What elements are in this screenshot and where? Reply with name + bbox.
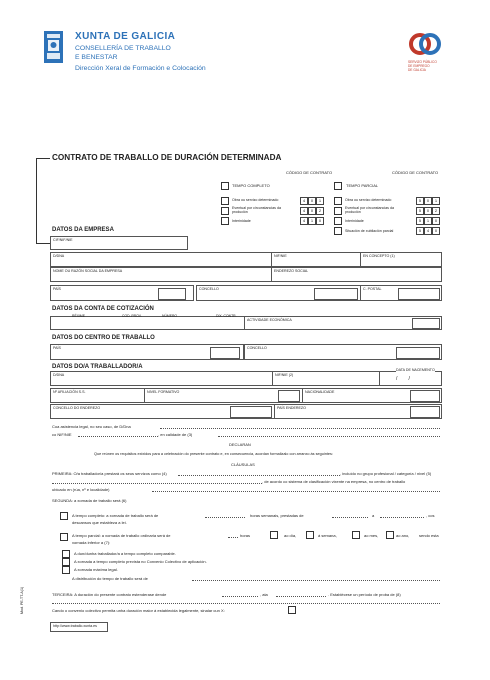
calidade-line[interactable] xyxy=(218,436,440,437)
afiliacion-field[interactable] xyxy=(50,388,145,403)
dept-line1: CONSELLERÍA DE TRABALLO xyxy=(75,45,171,52)
org-name: XUNTA DE GALICIA xyxy=(75,31,176,42)
per-year-checkbox[interactable] xyxy=(386,531,394,539)
asistencia-line[interactable] xyxy=(160,428,440,429)
section-centro: DATOS DO CENTRO DE TRABALLO xyxy=(52,335,155,341)
opt1-hours-line[interactable] xyxy=(205,517,245,518)
trab-dona-field[interactable] xyxy=(50,371,273,386)
distribucion-text: A distribución do tempo de traballo será de xyxy=(72,576,148,581)
nacionalidade-code[interactable] xyxy=(410,390,440,402)
primeira-b-text: , incluído no grupo profesional / categoría / nivel (5) xyxy=(340,471,432,476)
section-empresa: DATOS DA EMPRESA xyxy=(52,227,114,233)
primeira-c-text: , de acordo co sistema de clasificación vixente na empresa, no centro de traballo xyxy=(262,479,406,484)
opt1-e-text: descansos que estableza a lei. xyxy=(72,520,127,525)
sub3-checkbox[interactable] xyxy=(62,566,70,574)
per-week-checkbox[interactable] xyxy=(306,531,314,539)
primeira-c-line[interactable] xyxy=(52,483,262,484)
nivel-code[interactable] xyxy=(278,390,300,402)
code-402-checkbox[interactable] xyxy=(221,207,229,215)
opt2-text: A tempo parcial: a xornada de traballo ordinaria será de xyxy=(72,533,171,538)
code-501-d1: 5 xyxy=(416,197,424,205)
periodo-text: . Establécese un período de proba de (8) xyxy=(328,592,401,597)
clausulas-heading: CLÁUSULAS xyxy=(231,462,255,467)
code-402-d3: 2 xyxy=(316,207,324,215)
periodo-line[interactable] xyxy=(52,603,440,604)
code-header-right: CÓDIGO DE CONTRATO xyxy=(392,170,439,175)
code-401-label: Obra ou servizo determinado xyxy=(232,198,279,202)
tempo-parcial-checkbox[interactable] xyxy=(60,533,68,541)
enderezo-field[interactable] xyxy=(271,267,442,282)
sepe-text1: SERVIZO PÚBLICO xyxy=(408,60,437,64)
per-day-label: ao día, xyxy=(284,533,297,538)
segunda-text: SEGUNDA: a xornada de traballo será (6) xyxy=(52,498,127,503)
rexime-label: RÉXIME xyxy=(72,314,85,318)
code-510-d1: 5 xyxy=(416,217,424,225)
code-410-d1: 4 xyxy=(300,217,308,225)
code-502-d2: 0 xyxy=(424,207,432,215)
url-text: http://www.traballo.xunta.es xyxy=(53,624,97,628)
code-402-d1: 4 xyxy=(300,207,308,215)
data-nac-label: DATA DE NACEMENTO xyxy=(396,368,435,372)
title-bracket-top xyxy=(36,158,50,159)
empresa-nif-field[interactable] xyxy=(271,252,361,267)
tempo-completo-checkbox[interactable] xyxy=(60,512,68,520)
trab-concello-label: CONCELLO DO ENDEREZO xyxy=(53,406,101,410)
code-510-d2: 1 xyxy=(424,217,432,225)
sepe-text3: DE GALICIA xyxy=(408,68,426,72)
code-410-d3: 0 xyxy=(316,217,324,225)
enderezo-label: ENDEREZO SOCIAL xyxy=(274,269,309,273)
code-401-d1: 4 xyxy=(300,197,308,205)
code-401-d3: 1 xyxy=(316,197,324,205)
nif-line[interactable] xyxy=(78,436,158,437)
centro-pais-code[interactable] xyxy=(210,347,240,359)
dept-line2: E BENESTAR xyxy=(75,54,118,61)
code-540-d2: 4 xyxy=(424,227,432,235)
dixcontr-label: DIX. CONTR. xyxy=(216,314,237,318)
convenio-text: Cando o convenio colectivo permita unha duración maior á establecida legalmente, sinalar cun X: xyxy=(52,608,225,613)
empresa-concello-label: CONCELLO xyxy=(199,287,219,291)
declaran-heading: DECLARAN xyxy=(229,442,251,447)
sepe-text2: DE EMPREGO xyxy=(408,64,430,68)
centro-concello-label: CONCELLO xyxy=(247,346,267,350)
razon-field[interactable] xyxy=(50,267,272,282)
cpostal-label: C. POSTAL xyxy=(363,287,382,291)
numero-label: NÚMERO xyxy=(162,314,178,318)
empresa-dona-field[interactable] xyxy=(50,252,272,267)
nivel-label: NIVEL FORMATIVO xyxy=(147,390,180,394)
centro-concello-code[interactable] xyxy=(396,347,440,359)
cif-field[interactable] xyxy=(50,236,188,250)
opt1-text: A tempo completo: a xornada de traballo será de xyxy=(72,513,159,518)
code-410-d2: 1 xyxy=(308,217,316,225)
sub1-checkbox[interactable] xyxy=(62,550,70,558)
calidade-text: , en calidade de (3) xyxy=(158,432,193,437)
full-time-checkbox[interactable] xyxy=(221,182,229,190)
xunta-logo xyxy=(44,31,63,63)
page-title: CONTRATO DE TRABALLO DE DURACIÓN DETERMINADA xyxy=(52,153,282,162)
razon-label: NOME OU RAZÓN SOCIAL DA EMPRESA xyxy=(53,269,123,273)
actividade-code[interactable] xyxy=(412,318,440,329)
ata-text: , ata xyxy=(260,592,268,597)
afiliacion-label: Nº AFILIACIÓN S.S. xyxy=(53,390,86,394)
url-box[interactable] xyxy=(50,622,108,632)
empresa-dona-label: D/DNA xyxy=(53,254,65,258)
trab-pais-code[interactable] xyxy=(410,406,440,418)
cif-label: CIF/NIF/NIE xyxy=(53,238,73,242)
empresa-nif-label: NIF/NIE xyxy=(274,254,287,258)
code-402-label: Eventual por circunstancias da produción xyxy=(232,206,281,214)
terceira-from-line[interactable] xyxy=(222,596,258,597)
code-540-label: Situación de xubilación parcial xyxy=(345,229,394,233)
per-month-label: ao mes, xyxy=(364,533,379,538)
code-540-d1: 5 xyxy=(416,227,424,235)
trab-nif-label: NIF/NIE (2) xyxy=(275,373,294,377)
side-code: Mod. PE-TT-A(1) xyxy=(20,586,24,614)
per-day-checkbox[interactable] xyxy=(270,531,278,539)
concepto-field[interactable] xyxy=(360,252,442,267)
cpostal-code[interactable] xyxy=(398,288,440,300)
section-cotizacion: DATOS DA CONTA DE COTIZACIÓN xyxy=(52,306,154,312)
title-bracket-side xyxy=(36,158,37,243)
directorate: Dirección Xeral de Formación e Colocación xyxy=(75,65,206,72)
code-510-d3: 0 xyxy=(432,217,440,225)
terceira-to-line[interactable] xyxy=(276,596,326,597)
nacionalidade-label: NACIONALIDADE xyxy=(305,390,335,394)
trab-dona-label: D/DNA xyxy=(53,373,65,377)
crest-icon xyxy=(44,31,63,63)
opt2-f-text: xornada inferior a (7): xyxy=(72,540,111,545)
primeira-d-text: ubicado en (rúa, nº e localidade) xyxy=(52,487,110,492)
per-year-label: ao ano, xyxy=(396,533,410,538)
asistencia-text: Coa asistencia legal, no seu caso, de D/Dna xyxy=(52,424,131,429)
primeira-d-line[interactable] xyxy=(152,491,440,492)
reunir-text: Que reúnen os requisitos exixidos para a celebración do presente contrato e, en consecuencia, acordan formalizalo con arranxo ás seguintes: xyxy=(94,452,333,456)
code-502-d3: 2 xyxy=(432,207,440,215)
opt2-hours-line[interactable] xyxy=(228,537,238,538)
code-410-label: Interinidade xyxy=(232,219,251,223)
per-month-checkbox[interactable] xyxy=(352,531,360,539)
trab-concello-code[interactable] xyxy=(230,406,272,418)
part-time-checkbox[interactable] xyxy=(334,182,342,190)
code-540-d3: 0 xyxy=(432,227,440,235)
code-501-label: Obra ou servizo determinado xyxy=(345,198,392,202)
code-410-checkbox[interactable] xyxy=(221,217,229,225)
code-540-checkbox[interactable] xyxy=(334,227,342,235)
primeira-line[interactable] xyxy=(178,475,340,476)
per-week-label: á semana, xyxy=(318,533,337,538)
code-501-d2: 0 xyxy=(424,197,432,205)
centro-pais-label: PAÍS xyxy=(53,346,61,350)
opt2-b-text: horas xyxy=(240,533,251,538)
convenio-checkbox[interactable] xyxy=(288,606,296,614)
data-nac-field[interactable] xyxy=(379,371,442,386)
code-510-checkbox[interactable] xyxy=(334,217,342,225)
trab-nif-field[interactable] xyxy=(272,371,380,386)
empresa-concello-code[interactable] xyxy=(314,288,358,300)
code-401-checkbox[interactable] xyxy=(221,197,229,205)
code-401-d2: 0 xyxy=(308,197,316,205)
code-510-label: Interinidade xyxy=(345,219,364,223)
section-traballador: DATOS DO/A TRABALLADOR/A xyxy=(52,364,143,370)
distribucion-line[interactable] xyxy=(192,580,440,581)
data-nac-slashes: / / xyxy=(396,376,410,382)
terceira-text: TERCEIRA: A duración do presente contrato estenderase dende xyxy=(52,592,167,597)
empresa-pais-label: PAÍS xyxy=(53,287,61,291)
part-time-label: TEMPO PARCIAL xyxy=(346,183,379,188)
opt2-end-text: sendo esta xyxy=(419,533,439,538)
sub2-text: A xornada a tempo completo prevista no Convenio Colectivo de aplicación. xyxy=(74,559,207,564)
title-bracket-bottom xyxy=(36,243,50,244)
opt1-c-text: a xyxy=(372,513,375,518)
code-501-d3: 1 xyxy=(432,197,440,205)
opt1-d-text: , cos xyxy=(426,513,435,518)
opt1-b-text: horas semanais, prestadas de xyxy=(250,513,304,518)
code-501-checkbox[interactable] xyxy=(334,197,342,205)
trab-pais-label: PAÍS ENDEREZO xyxy=(277,406,306,410)
codprov-label: COD. PROV. xyxy=(122,314,142,318)
full-time-label: TEMPO COMPLETO xyxy=(232,183,270,188)
opt1-from-line[interactable] xyxy=(332,517,368,518)
primeira-text: PRIMEIRA: O/a traballador/a prestará os seus servizos como (4) xyxy=(52,471,167,476)
opt1-to-line[interactable] xyxy=(380,517,424,518)
actividade-label: ACTIVIDADE ECONÓMICA xyxy=(247,318,292,322)
empresa-pais-code[interactable] xyxy=(158,288,186,300)
sub1-text: A dun/dunha traballador/a a tempo completo comparable. xyxy=(74,551,176,556)
sub2-checkbox[interactable] xyxy=(62,558,70,566)
sub3-text: A xornada máxima legal. xyxy=(74,567,118,572)
concepto-label: EN CONCEPTO (1) xyxy=(363,254,395,258)
code-502-d1: 5 xyxy=(416,207,424,215)
sepe-emblem-icon xyxy=(408,33,442,55)
nif-line-text: co NIF/NIE xyxy=(52,432,72,437)
sepe-logo xyxy=(408,33,442,72)
code-header-left: CÓDIGO DE CONTRATO xyxy=(286,170,333,175)
code-402-d2: 0 xyxy=(308,207,316,215)
code-502-label: Eventual por circunstancias da produción xyxy=(345,206,394,214)
code-502-checkbox[interactable] xyxy=(334,207,342,215)
